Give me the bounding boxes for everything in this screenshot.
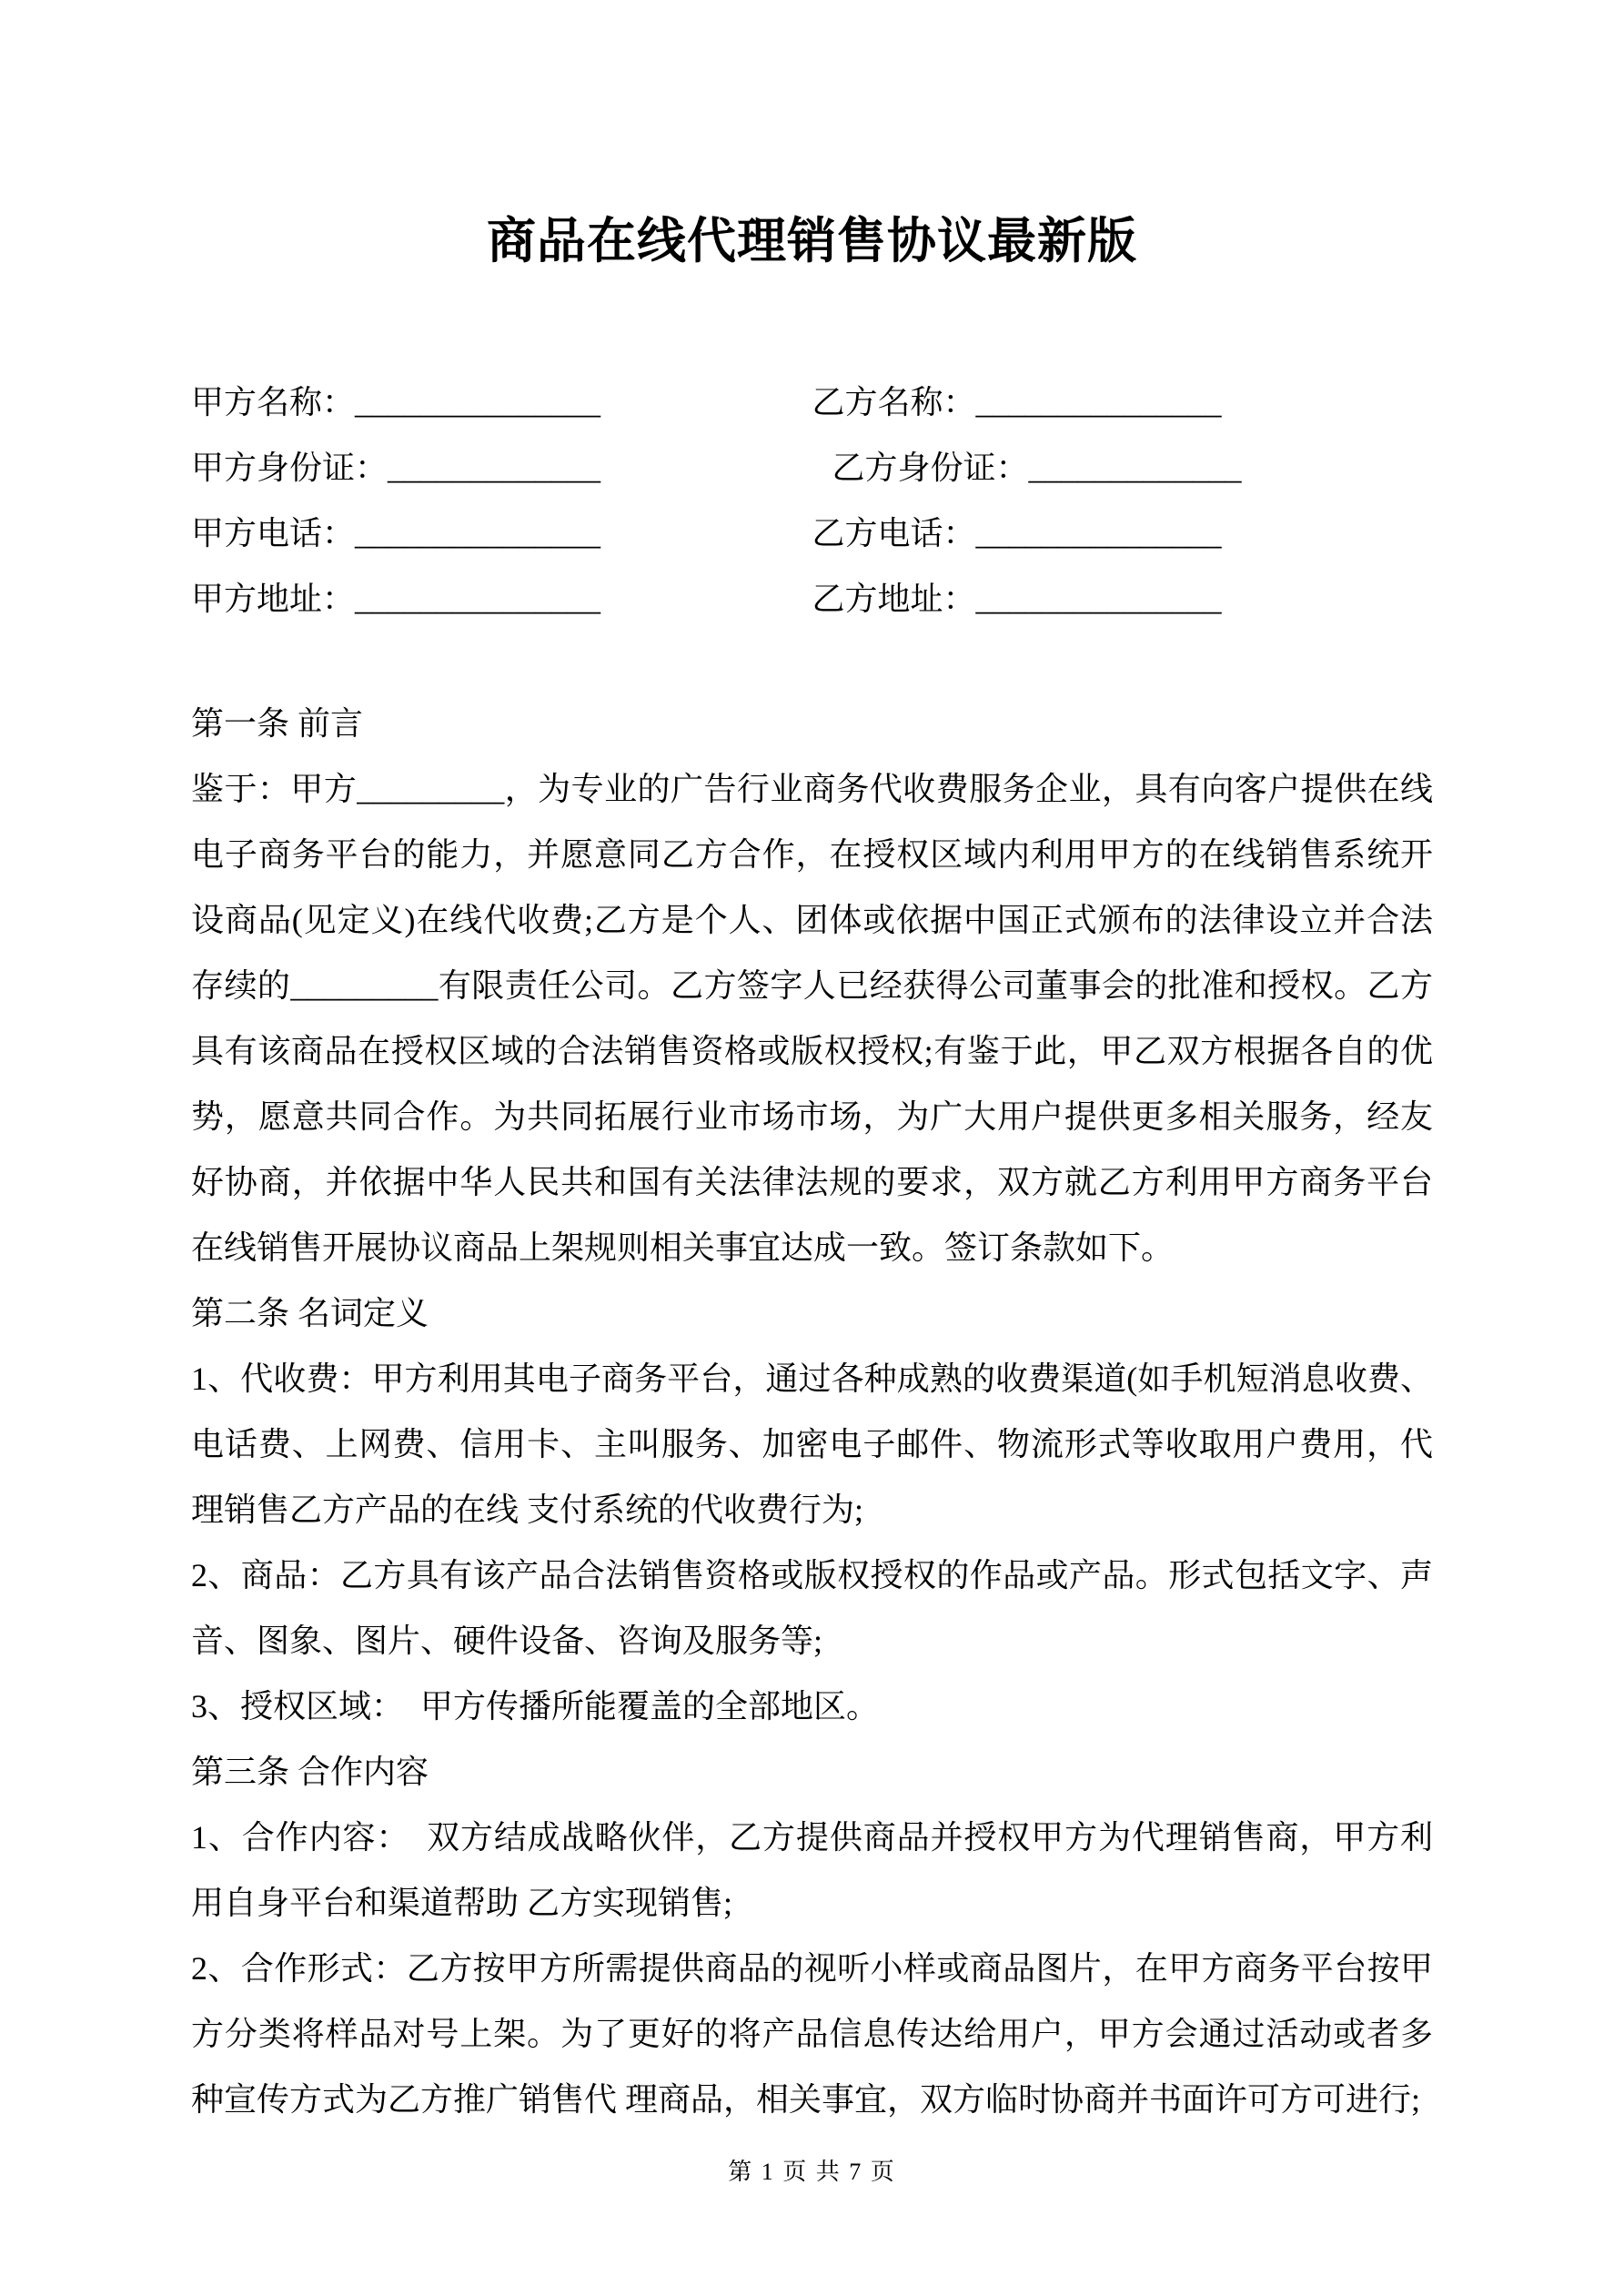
party-b-phone-label: 乙方电话： <box>812 515 976 551</box>
party-b-address-label: 乙方地址： <box>812 581 976 617</box>
party-info-form <box>191 369 1433 632</box>
page-number-footer: 第 1 页 共 7 页 <box>728 2159 896 2185</box>
cooperation-clause-2: 2、合作形式：乙方按甲方所需提供商品的视听小样或商品图片，在甲方商务平台按甲方分类将样品对号上架。为了更好的将产品信息传达给用户，甲方会通过活动或者多种宣传方式为乙方推广销售代 理商品，相关事宜，双方临时协商并书面许可方可进行; <box>191 1950 1433 2118</box>
party-a-name-blank: _______________ <box>355 384 601 420</box>
party-a-phone-blank: _______________ <box>355 515 601 551</box>
section-1-heading: 第一条 前言 <box>191 705 364 742</box>
section-3-heading: 第三条 合作内容 <box>191 1754 429 1790</box>
party-b-id-label: 乙方身份证： <box>832 450 1029 486</box>
party-a-name-label: 甲方名称： <box>191 384 356 420</box>
party-a-address-label: 甲方地址： <box>191 581 356 617</box>
party-a-id-label: 甲方身份证： <box>191 450 388 486</box>
form-row-id <box>191 435 1433 501</box>
party-a-name-field <box>191 369 812 435</box>
definition-clause-3: 3、授权区域： 甲方传播所能覆盖的全部地区。 <box>191 1688 880 1725</box>
party-b-address-field <box>812 566 1434 632</box>
party-a-id-blank: _____________ <box>388 450 601 486</box>
cooperation-clause-1: 1、合作内容： 双方结成战略伙伴，乙方提供商品并授权甲方为代理销售商，甲方利用自身平台和渠道帮助 乙方实现销售; <box>191 1819 1433 1921</box>
definition-clause-2: 2、商品：乙方具有该产品合法销售资格或版权授权的作品或产品。形式包括文字、声音、图象、图片、硬件设备、咨询及服务等; <box>191 1557 1433 1659</box>
party-a-phone-label: 甲方电话： <box>191 515 356 551</box>
section-2-heading: 第二条 名词定义 <box>191 1295 429 1331</box>
party-b-name-blank: _______________ <box>975 384 1222 420</box>
party-b-phone-field <box>812 501 1434 566</box>
form-row-address <box>191 566 1433 632</box>
party-b-id-field <box>812 435 1434 501</box>
form-row-phone <box>191 501 1433 566</box>
party-b-phone-blank: _______________ <box>975 515 1222 551</box>
party-b-id-blank: _____________ <box>1028 450 1242 486</box>
party-b-name-label: 乙方名称： <box>812 384 976 420</box>
party-a-address-field <box>191 566 812 632</box>
party-a-phone-field <box>191 501 812 566</box>
party-a-id-field <box>191 435 812 501</box>
party-b-name-field <box>812 369 1434 435</box>
party-a-address-blank: _______________ <box>355 581 601 617</box>
definition-clause-1: 1、代收费：甲方利用其电子商务平台，通过各种成熟的收费渠道(如手机短消息收费、电话费、上网费、信用卡、主叫服务、加密电子邮件、物流形式等收取用户费用，代理销售乙方产品的在线 支付系统的代收费行为; <box>191 1360 1433 1528</box>
party-b-address-blank: _______________ <box>975 581 1222 617</box>
form-row-name <box>191 369 1433 435</box>
section-1-preamble: 鉴于：甲方_________，为专业的广告行业商务代收费服务企业，具有向客户提供在线电子商务平台的能力，并愿意同乙方合作，在授权区域内利用甲方的在线销售系统开设商品(见定义)在线代收费;乙方是个人、团体或依据中国正式颁布的法律设立并合法存续的_________有限责任公司。乙方签字人已经获得公司董事会的批准和授权。乙方具有该商品在授权区域的合法销售资格或版权授权;有鉴于此，甲乙双方根据各自的优势，愿意共同合作。为共同拓展行业市场市场，为广大用户提供更多相关服务，经友好协商，并依据中华人民共和国有关法律法规的要求，双方就乙方利用甲方商务平台在线销售开展协议商品上架规则相关事宜达成一致。签订条款如下。 <box>191 771 1433 1266</box>
document-title: 商品在线代理销售协议最新版 <box>487 214 1137 268</box>
contract-body <box>191 691 1433 2132</box>
